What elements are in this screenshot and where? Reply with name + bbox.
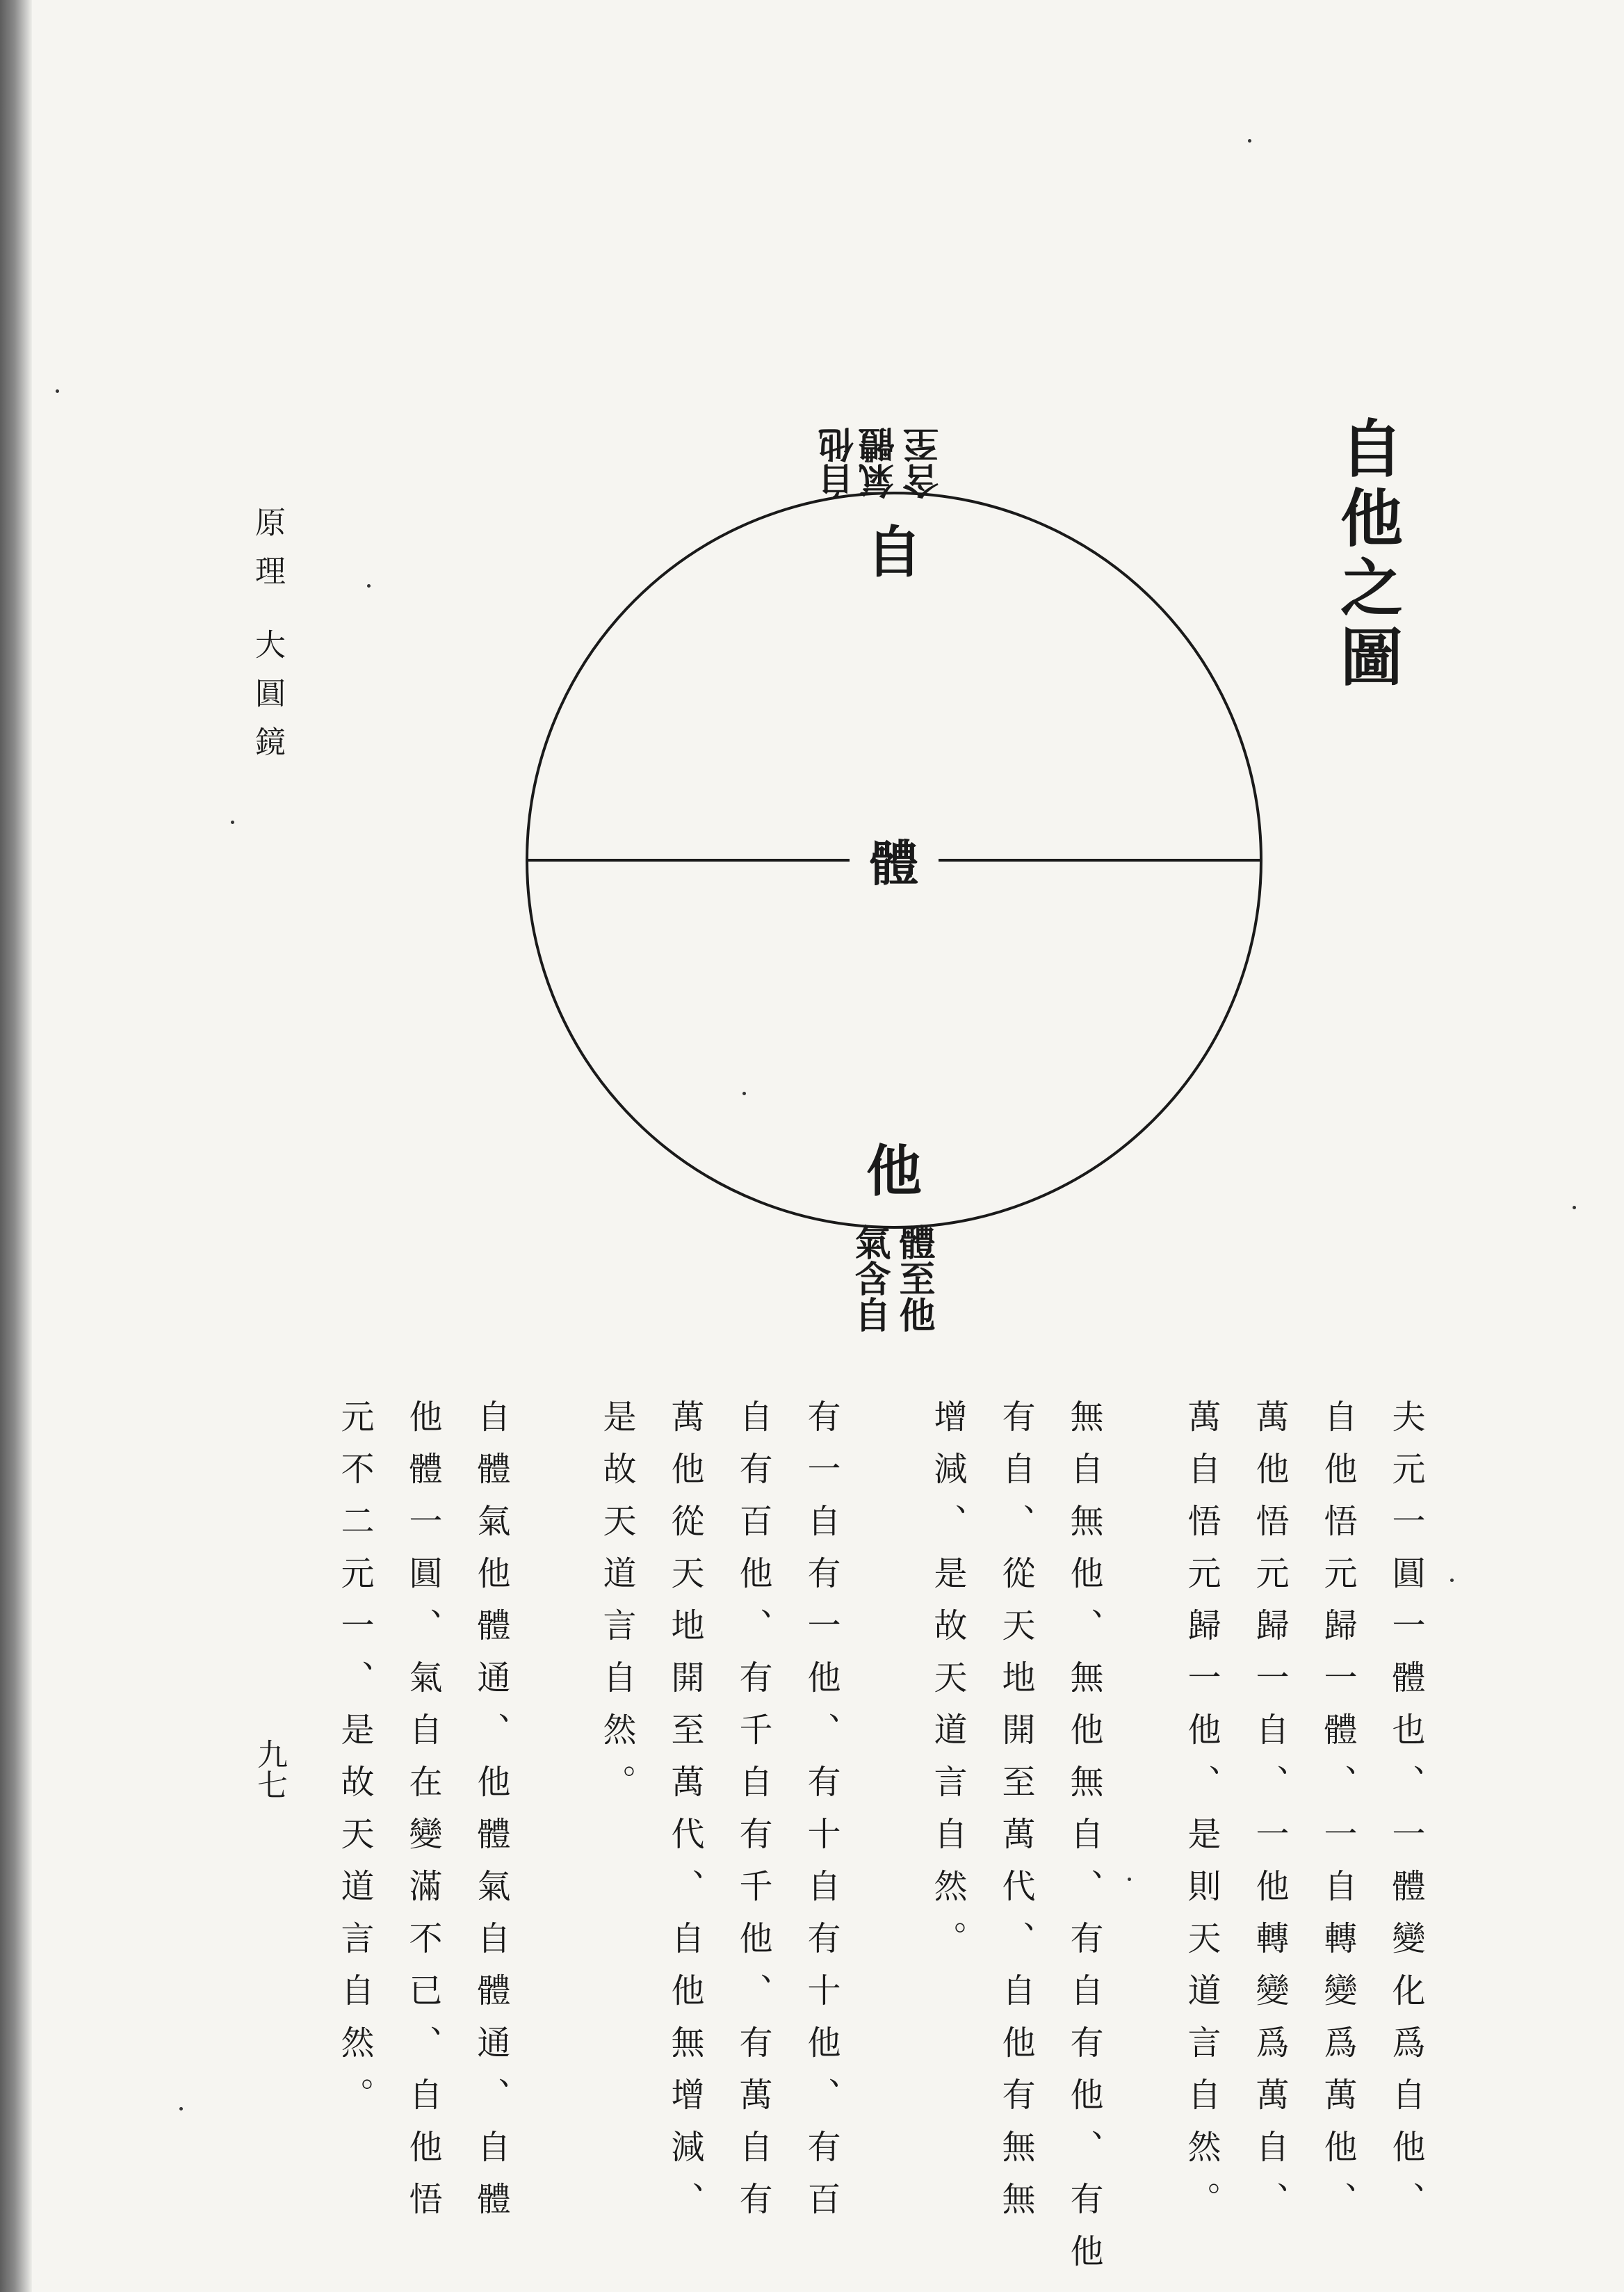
text-column-4: 萬自悟元歸一他、是則天道言自然。 [1182,1399,1221,2234]
text-column-8: 有一自有一他、有十自有十他、有百 [802,1399,841,2234]
text-column-5: 無自無他、無他無自、有自有他、有他 [1064,1399,1103,2286]
text-column-13: 他體一圓、氣自在變滿不已、自他悟 [403,1399,442,2234]
text-column-9: 自有百他、有千自有千他、有萬自有 [733,1399,772,2234]
inverted-top-caption-extra [818,360,862,499]
text-column-14: 元不二元一、是故天道言自然。 [335,1399,374,2129]
paper-speck [1573,1206,1576,1209]
bottom-caption-col-1: 體至他 [893,1224,935,1332]
paper-speck [367,584,371,588]
paper-speck [179,2107,183,2111]
circle-label-self: 自 [866,519,922,585]
page-number: 九七 [252,1738,287,1800]
text-column-6: 有自、從天地開至萬代、自他有無無 [996,1399,1035,2234]
paper-speck [231,821,234,824]
diagram-title: 自他之圖 [1329,416,1403,694]
running-head-part-2: 大圓鏡 [250,629,285,775]
text-column-11: 是故天道言自然。 [597,1399,636,1816]
text-column-3: 萬他悟元歸一自、一他轉變爲萬自、 [1250,1399,1289,2234]
paper-speck [1248,139,1251,143]
circle-label-other: 他 [866,1138,922,1204]
bottom-caption-col-2: 氣含自 [848,1224,891,1332]
text-column-7: 增減、是故天道言自然。 [928,1399,967,1973]
text-column-2: 自他悟元歸一體、一自轉變爲萬他、 [1318,1399,1357,2234]
text-column-1: 夫元一圓一體也、一體變化爲自他、 [1386,1399,1425,2234]
paper-speck [742,1092,746,1095]
paper-speck [56,389,59,393]
paper-speck [1128,1878,1131,1881]
text-column-12: 自體氣他體通、他體氣自體通、自體 [471,1399,510,2234]
circle-label-body: 體 [870,834,918,892]
paper-speck [1450,1579,1454,1582]
inverted-caption-col-2: 含至 [903,427,945,499]
bottom-caption [850,1224,939,1363]
inverted-caption-col-1: 氣體 [859,427,901,499]
inverted-caption-col-3: 自他 [818,427,861,499]
inverted-top-caption [859,360,948,499]
running-head-part-1: 原理 [250,506,285,604]
text-column-10: 萬他從天地開至萬代、自他無增減、 [665,1399,704,2234]
